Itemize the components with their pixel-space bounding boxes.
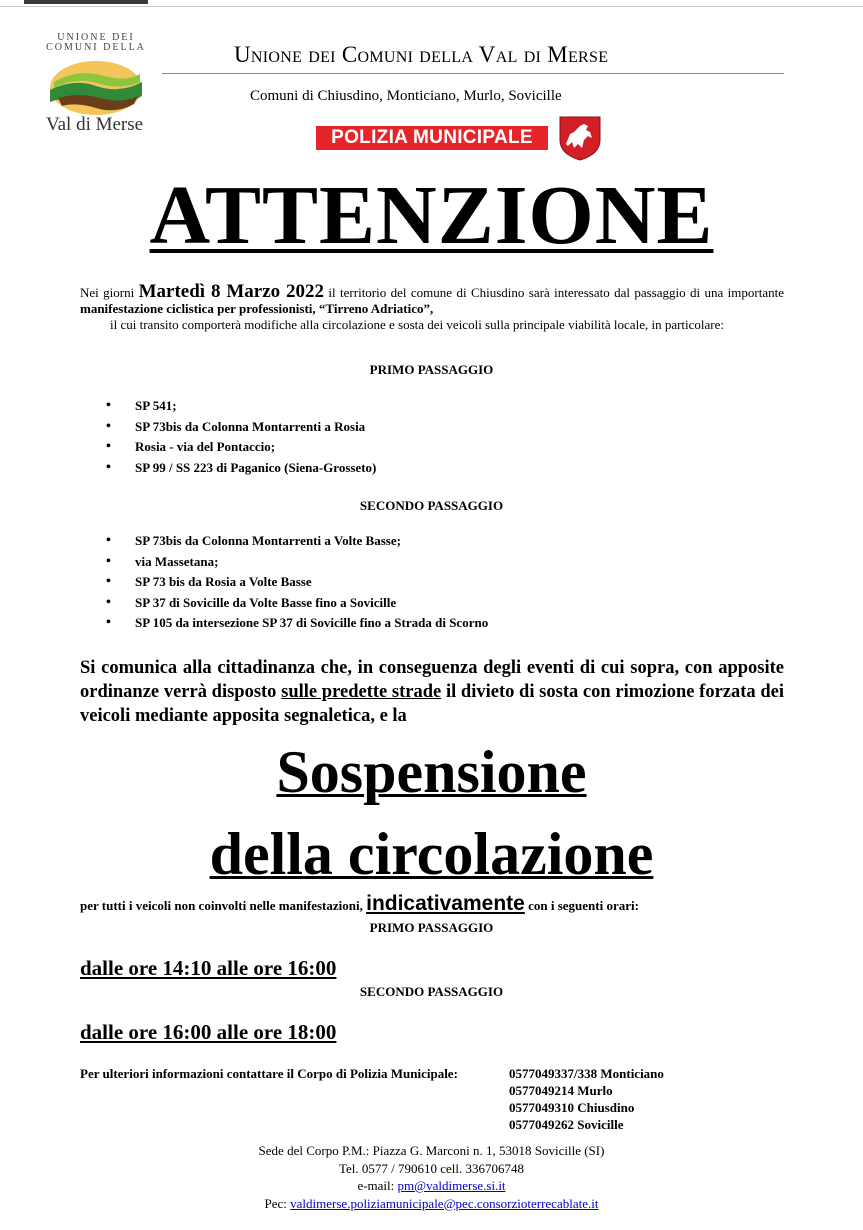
logo-name: Val di Merse	[46, 114, 144, 135]
intro-text-c: il cui transito comporterà modifiche alla circolazione e sosta dei veicoli sulla principale viabilità locale, in particolare:	[110, 317, 725, 332]
comuni-list: Comuni di Chiusdino, Monticiano, Murlo, Sovicille	[250, 88, 562, 104]
header-divider	[162, 73, 784, 74]
list-item: • SP 73bis da Colonna Montarrenti a Rosia	[106, 417, 376, 438]
top-bar-tab	[24, 0, 148, 4]
footer-email-line	[0, 1177, 863, 1195]
email-link[interactable]: pm@valdimerse.si.it	[397, 1178, 506, 1193]
org-title: Unione dei Comuni della Val di Merse	[234, 42, 609, 67]
footer-sede: Sede del Corpo P.M.: Piazza G. Marconi n. 1, 53018 Sovicille (SI)	[258, 1143, 605, 1158]
logo-text: UNIONE DEI COMUNI DELLA	[46, 32, 146, 53]
orari-intro-a: per tutti i veicoli non coinvolti nelle manifestazioni,	[80, 898, 367, 913]
footer-tel: Tel. 0577 / 790610 cell. 336706748	[338, 1160, 525, 1176]
notice-paragraph	[80, 656, 784, 728]
main-title: ATTENZIONE	[149, 169, 714, 262]
orari-secondo-time: dalle ore 16:00 alle ore 18:00	[80, 1020, 337, 1044]
list-item: • SP 105 da intersezione SP 37 di Sovicille fino a Strada di Scorno	[106, 613, 488, 634]
notice-text-a: Si comunica alla cittadinanza che, in conseguenza degli eventi di cui sopra, con apposite ordinanze verrà disposto	[80, 658, 784, 702]
orari-primo-time: dalle ore 14:10 alle ore 16:00	[80, 956, 337, 980]
list-item: • SP 73bis da Colonna Montarrenti a Volte Basse;	[106, 531, 488, 552]
sospensione-heading: Sospensione	[276, 739, 587, 805]
phone-chiusdino: 0577049310 Chiusdino	[509, 1100, 635, 1115]
orari-primo-label: PRIMO PASSAGGIO	[369, 920, 494, 935]
phone-sovicille: 0577049262 Sovicille	[509, 1117, 624, 1132]
orari-intro	[80, 892, 784, 916]
contatti-label: Per ulteriori informazioni contattare il Corpo di Polizia Municipale:	[80, 1066, 458, 1081]
secondo-passaggio-heading: SECONDO PASSAGGIO	[359, 498, 504, 513]
contatti-phones	[509, 1065, 664, 1133]
footer-pec-line	[0, 1195, 863, 1213]
list-item: • via Massetana;	[106, 552, 488, 573]
intro-text-a: Nei giorni	[80, 285, 139, 300]
top-bar	[0, 0, 863, 7]
notice-text-b: il divieto di sosta con rimozione forzata dei veicoli mediante apposita segnaletica, e la	[80, 682, 784, 726]
list-item: • SP 99 / SS 223 di Paganico (Siena-Grosseto)	[106, 458, 376, 479]
list-item: • Rosia - via del Pontaccio;	[106, 437, 376, 458]
orari-intro-b: con i seguenti orari:	[524, 898, 639, 913]
footer-email-label: e-mail:	[357, 1178, 398, 1193]
event-date: Martedì 8 Marzo 2022	[138, 281, 325, 302]
circolazione-heading: della circolazione	[209, 821, 654, 887]
indicativamente-text: indicativamente	[366, 892, 525, 915]
footer	[0, 1142, 863, 1212]
list-item: • SP 37 di Sovicille da Volte Basse fino a Sovicille	[106, 593, 488, 614]
phone-monticiano: 0577049337/338 Monticiano	[509, 1066, 664, 1081]
tuscany-emblem-icon	[556, 114, 604, 162]
event-name: manifestazione ciclistica per professionisti, “Tirreno Adriatico”,	[80, 301, 434, 316]
list-item: • SP 541;	[106, 396, 376, 417]
notice-underlined: sulle predette strade	[281, 682, 442, 702]
orari-secondo-label: SECONDO PASSAGGIO	[359, 984, 504, 999]
primo-passaggio-heading: PRIMO PASSAGGIO	[369, 362, 494, 377]
pec-link[interactable]: valdimerse.poliziamunicipale@pec.consorzioterrecablate.it	[290, 1195, 599, 1211]
polizia-municipale-badge: POLIZIA MUNICIPALE	[316, 126, 548, 150]
primo-roads-list	[106, 396, 376, 478]
intro-paragraph	[80, 281, 784, 333]
list-item: • SP 73 bis da Rosia a Volte Basse	[106, 572, 488, 593]
intro-text-b: il territorio del comune di Chiusdino sarà interessato dal passaggio di una importante	[324, 285, 784, 300]
footer-pec-label: Pec:	[264, 1195, 291, 1211]
phone-murlo: 0577049214 Murlo	[509, 1083, 613, 1098]
secondo-roads-list	[106, 531, 488, 634]
